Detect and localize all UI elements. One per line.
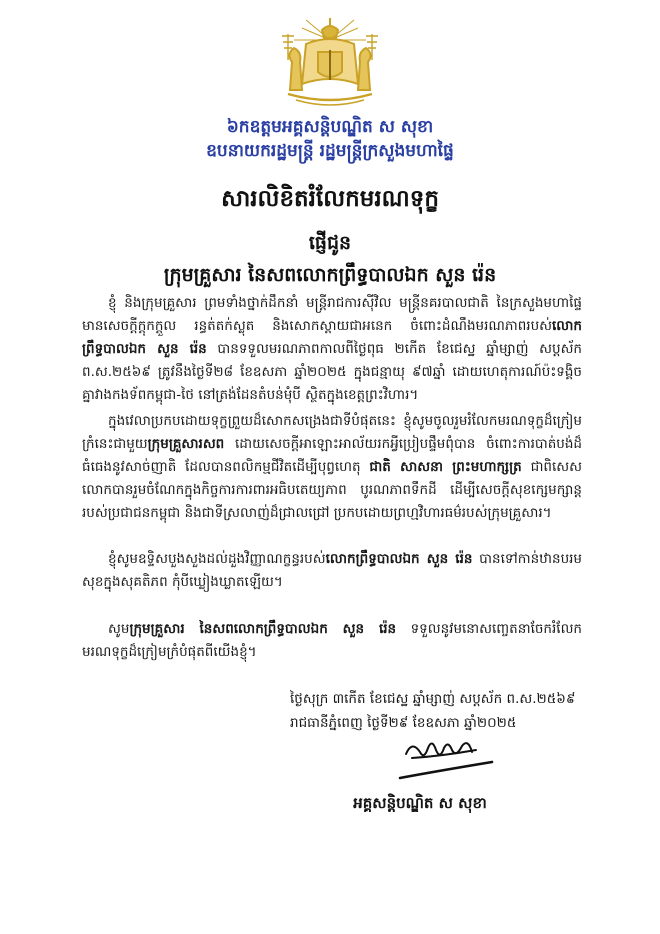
- signer-name: អគ្គសន្ដិបណ្ឌិត ស សុខា: [353, 794, 487, 812]
- paragraph-2-end: ជាពិសេសលោកបានរួមចំណែកក្នុងកិច្ចការការពារអធិបតេយ្យភាព បូរណភាពទឹកដី ដើម្បីសេចក្ដីសុខក្សេមក្សាន្តរបស់ប្រជាជនកម្ពុជា និងជាទីស្រលាញ់ដ៏ជ្រាលជ្រៅ ប្រកបដោយព្រហ្មវិហារធម៌របស់ក្រុមគ្រួសារ។: [82, 459, 582, 521]
- paragraph-2: [82, 410, 582, 525]
- paragraph-1-bold: លោកព្រឹទ្ធបាលឯក សួន រ៉េន: [82, 318, 582, 357]
- paragraph-2-start: ក្នុងវេលាប្រកបដោយទុក្ខព្រួយដ៏សោកសង្រេងជាទីបំផុតនេះ ខ្ញុំសូមចូលរួមរំលែកមរណទុក្ខដ៏ក្រៀមក្រំនេះជាមួយ: [82, 413, 582, 452]
- paragraph-4: [82, 618, 582, 664]
- paragraph-2-bold-1: ក្រុមគ្រួសារសព: [147, 436, 225, 452]
- paragraph-1-start: ខ្ញុំ និងក្រុមគ្រួសារ ព្រមទាំងថ្នាក់ដឹកនាំ មន្ត្រីរាជការស៊ីវិល មន្ត្រីនគរបាលជាតិ នៃក្រសួងមហាផ្ទៃ មានសេចក្ដីក្ដុកក្ដួល រន្ធត់តក់ស្លុត និងសោកស្ដាយជាអនេក ចំពោះដំណឹងមរណភាពរបស់: [82, 295, 582, 334]
- lunar-date: ថ្ងៃសុក្រ ៣កើត ខែជេស្ឋ ឆ្នាំម្សាញ់ សប្ដស័ក ព.ស.២៥៦៩: [290, 691, 576, 707]
- solar-date: រាជធានីភ្នំពេញ ថ្ងៃទី២៩ ខែឧសភា ឆ្នាំ២០២៥: [290, 715, 517, 731]
- handwritten-signature-icon: [392, 732, 502, 788]
- paragraph-4-bold: ក្រុមគ្រួសារ នៃសពលោកព្រឹទ្ធបាលឯក សួន រ៉េន: [129, 621, 397, 637]
- paragraph-2-middle: ដោយសេចក្ដីអាឡោះអាល័យរកអ្វីប្រៀបផ្ទឹមពុំបាន ចំពោះការបាត់បង់ដ៏ធំធេងនូវសាច់ញាតិ ដែលបានពលិកម្មជីវិតដើម្បីបុព្វហេតុ: [82, 436, 582, 475]
- paragraph-4-start: សូម: [108, 621, 130, 637]
- paragraph-4-end: ទទួលនូវមនោសញ្ចេតនាចែករំលែកមរណទុក្ខដ៏ក្រៀមក្រំបំផុតពីយើងខ្ញុំ។: [82, 621, 582, 660]
- paragraph-1-end: បានទទួលមរណភាពកាលពីថ្ងៃពុធ ២កើត ខែជេស្ឋ ឆ្នាំម្សាញ់ សប្ដស័ក ព.ស.២៥៦៩ ត្រូវនឹងថ្ងៃទី២៨ ខែឧសភា ឆ្នាំ២០២៥ ក្នុងជន្មាយុ ៩៧ឆ្នាំ ដោយហេតុការណ៍ប៉ះទង្គិចគ្នាវាងកងទ័ពកម្ពុជា-ថៃ នៅត្រង់ដែនតំបន់មុំបី ស្ថិតក្នុងខេត្តព្រះវិហារ។: [82, 341, 583, 403]
- paragraph-3-end: បានទៅកាន់ឋានបរមសុខក្នុងសុគតិភព កុំបីឃ្លៀងឃ្លាតឡើយ។: [82, 551, 582, 590]
- addressed-to-label: ផ្ញើជូន: [308, 232, 352, 254]
- paragraph-3-bold: លោកព្រឹទ្ធបាលឯក សួន រ៉េន: [325, 551, 473, 567]
- official-name: ៦កឧត្តមអគ្គសន្ដិបណ្ឌិត ស សុខា: [226, 117, 434, 137]
- paragraph-3: [82, 548, 582, 594]
- official-title: ឧបនាយករដ្ឋមន្ត្រី រដ្ឋមន្ត្រីក្រសួងមហាផ្ទៃ: [206, 141, 454, 161]
- paragraph-2-bold-2: ជាតិ សាសនា ព្រះមហាក្សត្រ: [369, 459, 522, 475]
- paragraph-3-start: ខ្ញុំសូមឧទ្ទិសបួងសួងដល់ដួងវិញ្ញាណក្ខន្ធរបស់: [108, 551, 326, 567]
- royal-coat-of-arms-icon: [272, 14, 388, 110]
- recipient-line: ក្រុមគ្រួសារ នៃសពលោកព្រឹទ្ធបាលឯក សួន រ៉េន: [163, 264, 497, 286]
- paragraph-1: [82, 292, 582, 407]
- letter-title: សារលិខិតរំលែកមរណទុក្ខ: [221, 186, 439, 212]
